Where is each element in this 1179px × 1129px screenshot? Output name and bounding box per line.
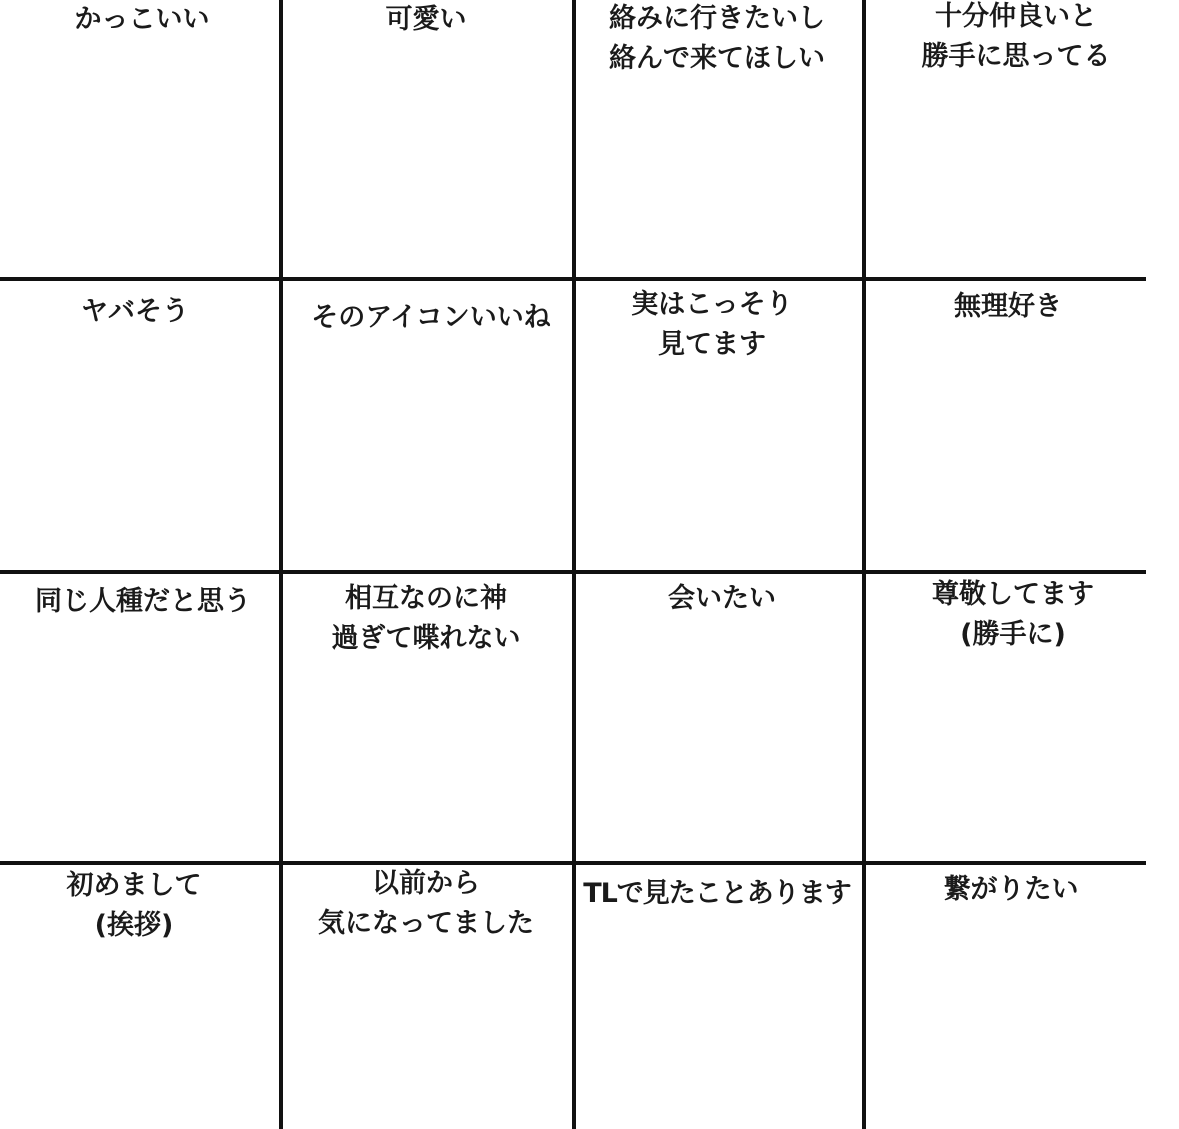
cell-text: ヤバそう: [81, 296, 189, 327]
cell-text: 以前から: [372, 868, 480, 899]
cell-text: 絡みに行きたいし: [609, 3, 825, 34]
cell-text: 尊敬してます: [932, 579, 1094, 610]
cell-text: 過ぎて喋れない: [331, 623, 521, 654]
grid-cell-yabasou: [0, 292, 280, 332]
grid-cell-sonkei: [868, 575, 1158, 655]
grid-cell-hajimemashite: [0, 866, 279, 946]
grid-cell-aitai: [577, 579, 867, 619]
grid-horizontal-line: [0, 570, 1146, 574]
cell-text: 繋がりたい: [943, 874, 1079, 905]
grid-cell-nakayoi: [871, 0, 1161, 77]
grid-cell-onaji-jinshu: [0, 582, 288, 622]
grid-cell-karami: [572, 0, 862, 79]
cell-text: (勝手に): [960, 619, 1066, 650]
cell-text: (挨拶): [94, 910, 174, 941]
cell-text: 絡んで来てほしい: [609, 43, 825, 74]
cell-text: 十分仲良いと: [935, 1, 1097, 32]
cell-text: 同じ人種だと思う: [35, 586, 251, 617]
grid-cell-kossori: [567, 285, 857, 365]
cell-text: TLで見たことあります: [583, 878, 851, 909]
cell-text: 可愛い: [385, 4, 467, 35]
grid-horizontal-line: [0, 861, 1146, 865]
grid-cell-kawaii: [281, 0, 571, 40]
cell-text: 初めまして: [66, 870, 202, 901]
grid-cell-murizuki: [863, 287, 1153, 327]
cell-text: 相互なのに神: [345, 583, 507, 614]
grid-vertical-line: [572, 0, 576, 1129]
cell-text: 会いたい: [668, 583, 776, 614]
grid-vertical-line: [279, 0, 283, 1129]
grid-cell-tl-mita: [572, 874, 862, 914]
grid-cell-icon-iine: [286, 298, 576, 338]
cell-text: 気になってました: [318, 908, 534, 939]
cell-text: 無理好き: [954, 291, 1062, 322]
cell-text: かっこいい: [74, 4, 210, 35]
cell-text: 勝手に思ってる: [921, 41, 1111, 72]
grid-cell-tsunagaritai: [866, 870, 1156, 910]
grid-vertical-line: [862, 0, 866, 1129]
grid-cell-izen-kara: [281, 864, 571, 944]
cell-text: 見てます: [658, 329, 766, 360]
grid-cell-sougo-kami: [281, 579, 571, 659]
grid-horizontal-line: [0, 277, 1146, 281]
cell-text: 実はこっそり: [631, 289, 793, 320]
grid-cell-kakkoii: [0, 0, 287, 40]
cell-text: そのアイコンいいね: [311, 302, 551, 333]
